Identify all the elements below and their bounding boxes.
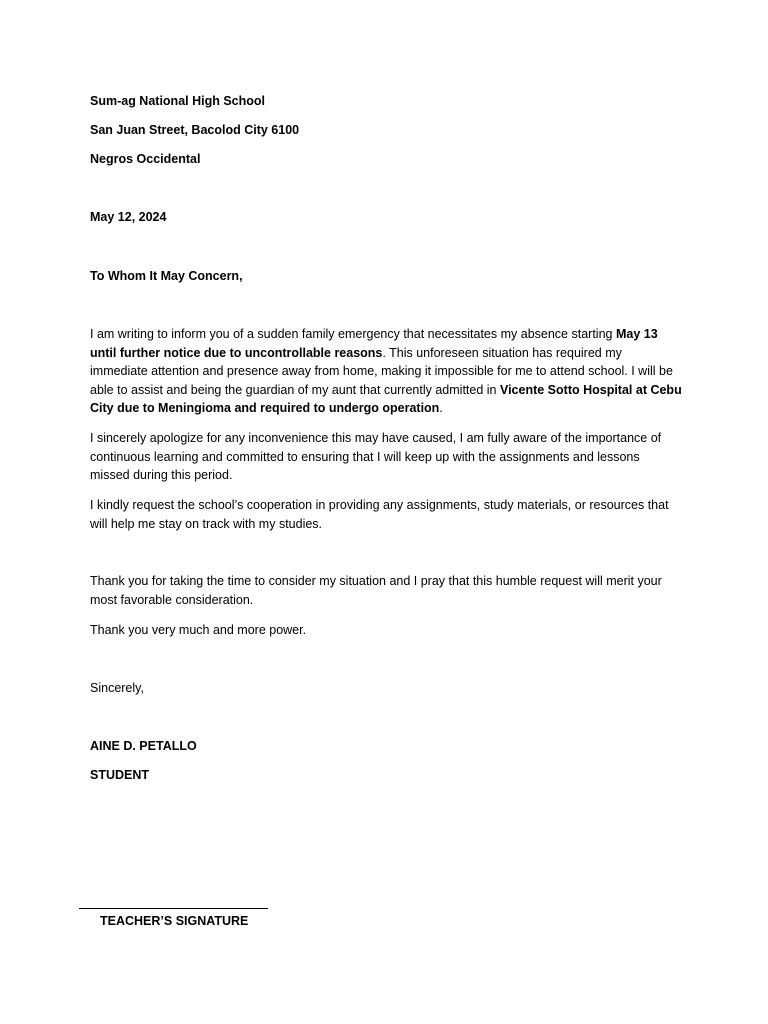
p1-text-2: . This unforeseen situation has required my immediate attention and presence away from home, making it impossible for me to attend school. I will be able to assist and being the guardian of my aunt that currently admitted in xyxy=(90,345,673,397)
salutation: To Whom It May Concern, xyxy=(90,269,243,283)
letter-date: May 12, 2024 xyxy=(90,210,167,224)
signer-name: AINE D. PETALLO xyxy=(90,739,197,753)
p1-bold-1: May 13 until further notice due to uncontrollable reasons xyxy=(90,327,658,360)
body-paragraph-3: I kindly request the school’s cooperation in providing any assignments, study materials, or resources that will help me stay on track with my studies. xyxy=(90,498,669,531)
body-paragraph-4: Thank you for taking the time to consider my situation and I pray that this humble request will merit your most favorable consideration. xyxy=(90,574,662,607)
body-paragraph-5: Thank you very much and more power. xyxy=(90,623,307,637)
teacher-signature-line xyxy=(79,908,268,909)
body-paragraph-1 xyxy=(90,325,682,418)
signer-role: STUDENT xyxy=(90,768,150,782)
school-street: San Juan Street, Bacolod City 6100 xyxy=(90,123,300,137)
p1-bold-2: Vicente Sotto Hospital at Cebu City due to Meningioma and required to undergo operation xyxy=(90,382,682,416)
p1-text-1: I am writing to inform you of a sudden family emergency that necessitates my absence starting xyxy=(90,327,616,341)
p1-text-3: . xyxy=(439,401,443,416)
closing: Sincerely, xyxy=(90,681,144,695)
body-paragraph-2: I sincerely apologize for any inconvenience this may have caused, I am fully aware of the importance of continuous learning and committed to ensuring that I will keep up with the assignments and lessons missed during this period. xyxy=(90,431,662,483)
teacher-signature-label: TEACHER’S SIGNATURE xyxy=(100,914,249,928)
school-name: Sum-ag National High School xyxy=(90,94,266,108)
school-province: Negros Occidental xyxy=(90,152,201,166)
